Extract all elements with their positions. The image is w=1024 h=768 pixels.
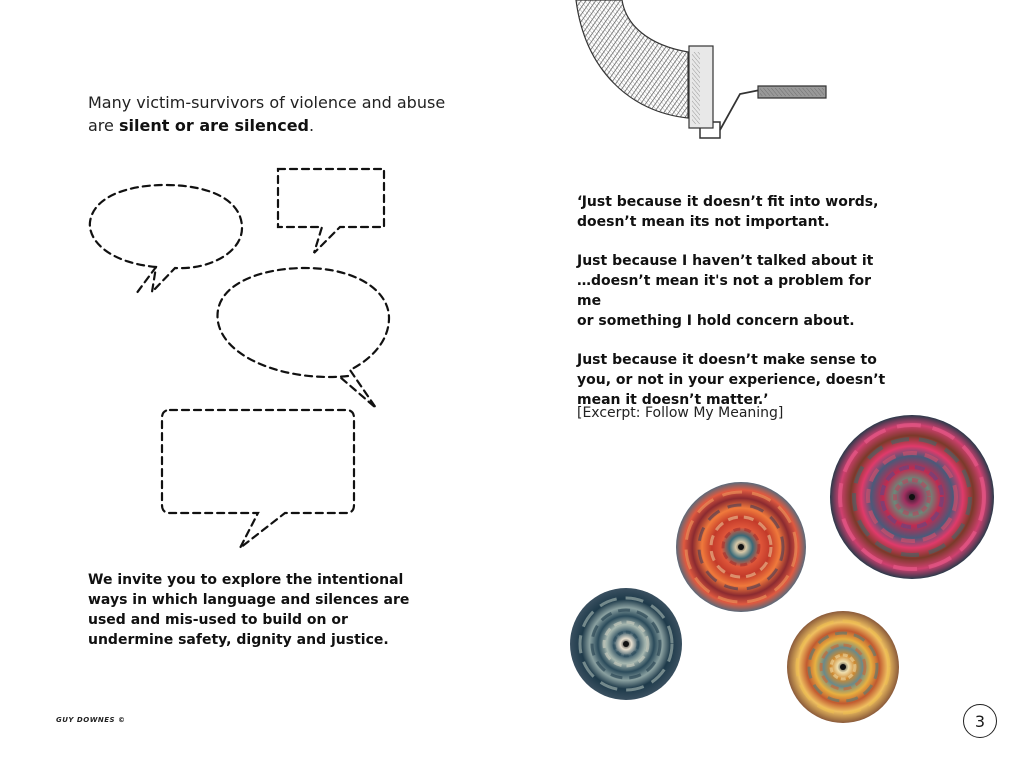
rect-bubble-top (278, 169, 384, 253)
intro-text-regular: Many victim-survivors of violence and abuse are (88, 93, 446, 135)
paint-roller-sketch (576, 0, 826, 138)
disc-red-orange (676, 482, 806, 612)
artist-credit: GUY DOWNES © (56, 716, 126, 724)
quote-paragraph-3: Just because it doesn’t make sense to you, or not in your experience, doesn’t mean it doesn’t matter.’ (577, 352, 886, 408)
disc-magenta-large (830, 415, 994, 579)
quote-paragraph-2: Just because I haven’t talked about it …doesn’t mean it's not a problem for me or something I hold concern about. (577, 253, 874, 329)
quote-paragraph-1: ‘Just because it doesn’t fit into words, doesn’t mean its not important. (577, 194, 879, 230)
invite-text: We invite you to explore the intentional ways in which language and silences are used and mis-used to build on or undermine safety, dignity and justice. (88, 572, 410, 648)
disc-yellow-orange (787, 611, 899, 723)
oval-bubble-top-left (90, 185, 242, 294)
intro-text-end: . (309, 116, 315, 135)
rect-bubble-large (162, 410, 354, 548)
excerpt-citation: [Excerpt: Follow My Meaning] (577, 405, 784, 421)
oval-bubble-middle (217, 268, 389, 408)
intro-text (88, 91, 468, 137)
intro-text-bold: silent or are silenced (118, 116, 310, 135)
disc-blue-grey (570, 588, 682, 700)
page-number: 3 (963, 704, 997, 738)
quote-block (577, 192, 897, 429)
